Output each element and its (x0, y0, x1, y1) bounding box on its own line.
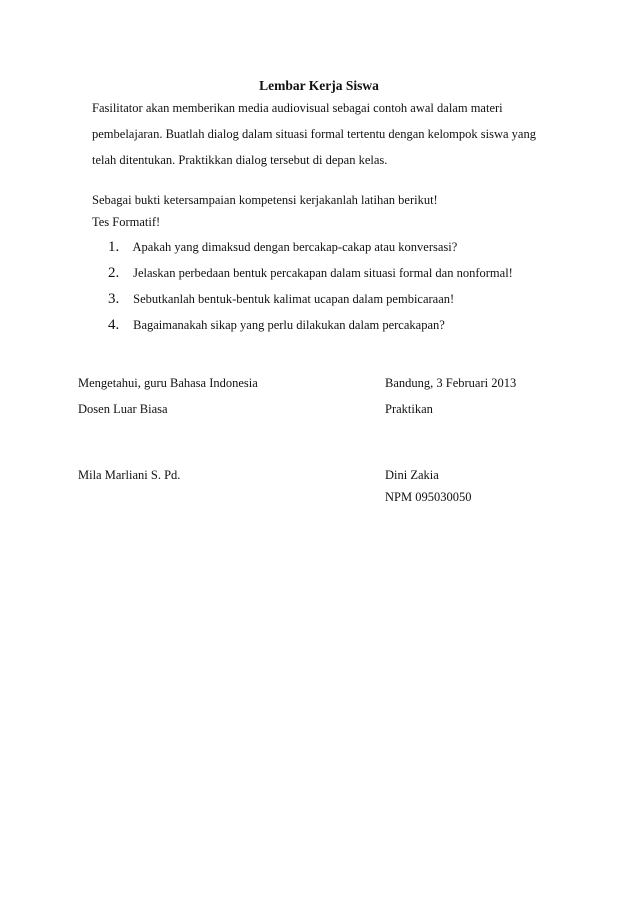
right-signature-id: NPM 095030050 (385, 490, 472, 504)
test-label: Tes Formatif! (92, 215, 161, 229)
right-signature-name: Dini Zakia (385, 468, 439, 482)
question-list (108, 234, 513, 338)
left-signature-line2: Dosen Luar Biasa (78, 402, 168, 416)
left-signature-line1: Mengetahui, guru Bahasa Indonesia (78, 376, 258, 390)
list-item (108, 260, 513, 286)
question-text: Apakah yang dimaksud dengan bercakap-cakap atau konversasi? (132, 240, 458, 254)
intro-paragraph (92, 95, 572, 173)
right-signature-line1: Bandung, 3 Februari 2013 (385, 376, 517, 390)
list-item (108, 286, 513, 312)
intro-line: telah ditentukan. Praktikkan dialog tersebut di depan kelas. (92, 153, 388, 167)
question-text: Bagaimanakah sikap yang perlu dilakukan dalam percakapan? (133, 318, 445, 332)
question-text: Jelaskan perbedaan bentuk percakapan dalam situasi formal dan nonformal! (133, 266, 513, 280)
page-title: Lembar Kerja Siswa (259, 78, 379, 93)
question-number: 1. (108, 239, 120, 255)
question-number: 2. (108, 265, 120, 281)
list-item (108, 312, 513, 338)
question-number: 4. (108, 317, 120, 333)
question-number: 3. (108, 291, 120, 307)
left-signature-name: Mila Marliani S. Pd. (78, 468, 181, 482)
intro-line: pembelajaran. Buatlah dialog dalam situasi formal tertentu dengan kelompok siswa yang (92, 127, 536, 141)
intro-line: Fasilitator akan memberikan media audiovisual sebagai contoh awal dalam materi (92, 101, 503, 115)
right-signature-line2: Praktikan (385, 402, 433, 416)
instruction-text: Sebagai bukti ketersampaian kompetensi kerjakanlah latihan berikut! (92, 193, 438, 207)
question-text: Sebutkanlah bentuk-bentuk kalimat ucapan dalam pembicaraan! (133, 292, 455, 306)
list-item (108, 234, 513, 260)
